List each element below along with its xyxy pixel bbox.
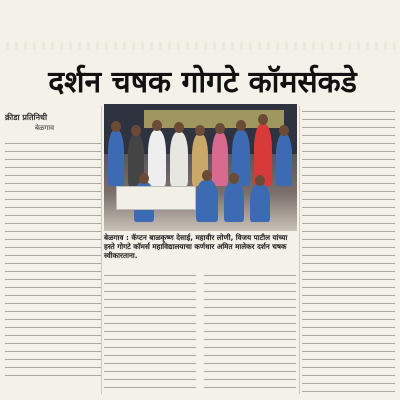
photo-figure bbox=[250, 184, 270, 222]
photo-figure bbox=[276, 134, 292, 186]
cheque-board bbox=[116, 186, 196, 210]
photo-caption: बेळगाव : कॅप्टन बाळकृष्ण देसाई, महावीर लोणी, विजय पाटील यांच्या हस्ते गोगटे कॉमर्स महाविद्यालयाचा कर्णधार अमित मालेकर दर्शन चषक स्वीकारताना. bbox=[104, 233, 288, 260]
article-column-left bbox=[5, 112, 101, 392]
article-column-right bbox=[302, 106, 395, 394]
photo-figure bbox=[170, 132, 188, 186]
photo-face bbox=[195, 125, 205, 136]
photo-face bbox=[215, 123, 225, 134]
column-rule bbox=[299, 106, 300, 394]
photo-face bbox=[152, 120, 162, 131]
photo-face bbox=[139, 173, 149, 184]
column-rule bbox=[101, 106, 102, 394]
column-text-block bbox=[5, 138, 101, 378]
photo-figure bbox=[196, 180, 218, 222]
photo-face bbox=[258, 114, 268, 125]
byline: क्रीडा प्रतिनिधी bbox=[5, 113, 48, 122]
headline: दर्शन चषक गोगटे कॉमर्सकडे bbox=[48, 65, 357, 100]
photo-figure bbox=[108, 130, 124, 186]
photo-face bbox=[131, 125, 141, 136]
team-photo bbox=[104, 104, 297, 231]
photo-figure bbox=[148, 130, 166, 186]
column-text-block bbox=[104, 270, 196, 388]
photo-face bbox=[255, 175, 265, 186]
photo-face bbox=[229, 173, 239, 184]
photo-figure bbox=[224, 182, 244, 222]
photo-face bbox=[236, 120, 246, 131]
photo-face bbox=[279, 125, 289, 136]
photo-face bbox=[111, 121, 121, 132]
column-text-block bbox=[204, 270, 296, 388]
photo-face bbox=[174, 122, 184, 133]
dateline: बेळगाव bbox=[35, 124, 54, 132]
photo-face bbox=[202, 170, 212, 181]
article-column-middle bbox=[104, 270, 297, 390]
photo-figure bbox=[212, 132, 228, 186]
